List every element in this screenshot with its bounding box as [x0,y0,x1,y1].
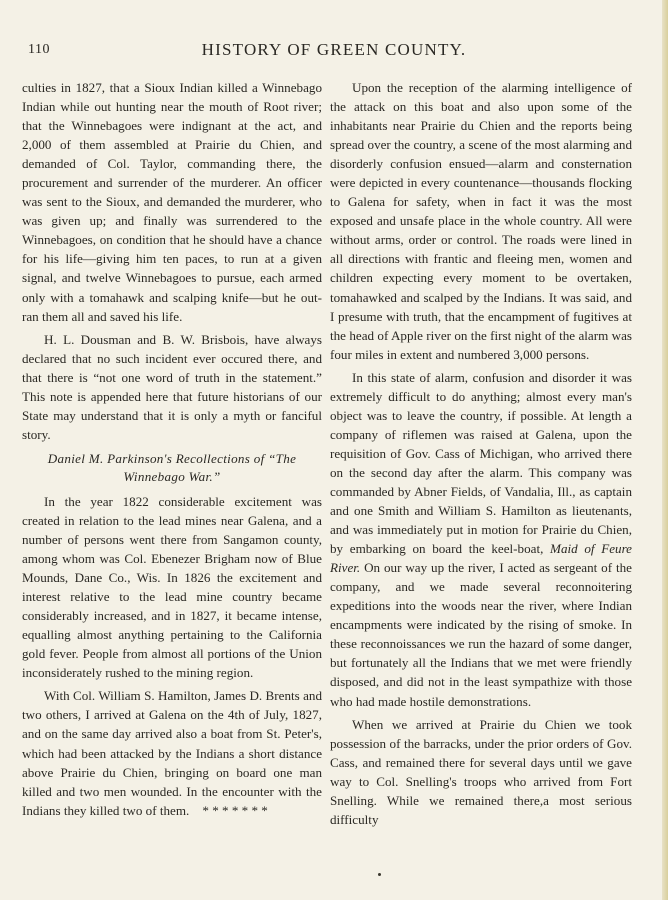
left-paragraph-4 [22,686,322,819]
right-column [330,78,632,829]
page-header [22,40,646,62]
left-paragraph-4-text: With Col. William S. Hamilton, James D. Brents and two others, I arrived at Galena on the 4th of July, 1827, and on the same day arrived also a boat from St. Peter's, which had been attacked by the Indians a short distance above Prairie du Chien, bringing on board one man killed and two men wounded. In the encounter with the Indians they killed two of them. [22,688,322,818]
page-number: 110 [28,42,50,57]
left-paragraph-2: H. L. Dousman and B. W. Brisbois, have always declared that no such incident ever occured there, and that there is “not one word of truth in the statement.” This note is appended here that future historians of our State may understand that it is only a myth or fanciful story. [22,331,322,442]
running-title: HISTORY OF GREEN COUNTY. [201,40,467,59]
ship-name: Maid of Feure River. [330,541,632,576]
right-paragraph-2-text-a: In this state of alarm, confusion and disorder it was extremely difficult to do anything; almost every man's object was to leave the country, if possible. At length a company of riflemen was raised at Galena, upon the requisition of Gov. Cass of Michigan, who arrived there on the second day after the alarm. This company was commanded by Abner Fields, of Vandalia, Ill., as captain and one Smith and William S. Hamilton as lieutenants, and was immediately put in motion for Prairie du Chien, by embarking on board the keel-boat, [330,369,632,557]
ink-dot [378,873,381,876]
page-edge [662,0,668,900]
right-paragraph-3: When we arrived at Prairie du Chien we took possession of the barracks, under the prior orders of Gov. Cass, and remained there for several days until we gave way to Col. Snelling's troops who arrived from Fort Snelling. While we remained there,a most serious difficulty [330,716,632,827]
right-paragraph-1: Upon the reception of the alarming intelligence of the attack on this boat and also upon some of the inhabitants near Prairie du Chien and the reports being spread over the country, a scene of the most alarming and disorderly confusion ensued—alarm and consternation were depicted in every countenance—thousands flocking to Galena for safety, when in fact it was the most exposed and unsafe place in the whole country. All were without arms, order or control. The roads were lined in all directions with frantic and fleeing men, women and children expecting every moment to be overtaken, tomahawked and scalped by the Indians. It was said, and I presume with truth, that the encampment of fugitives at the head of Apple river on the first night of the alarm was four miles in extent and numbered 3,000 persons. [330,80,632,362]
left-paragraph-3: In the year 1822 considerable excitement was created in relation to the lead mines near Galena, and a number of persons went there from Sangamon county, among whom was Col. Ebenezer Brigham now of Blue Mounds, Dane Co., Wis. In 1826 the excitement and interest relative to the lead mine country became considerably increased, and in 1827, it became intense, equalling almost anything pertaining to the California gold fever. People from almost all portions of the Union inconsiderately rushed to the mining region. [22,493,322,681]
right-paragraph-2-text-b: On our way up the river, I acted as sergeant of the company, and we made several reconnoitering expeditions into the woods near the river, where Indian encampments were indicated by the rising of smoke. In these reconnoissances we run the hazard of some danger, but fortunately all the Indians that we met were friendly disposed, and did not in the least sympathize with those who had made hostile demonstrations. [330,560,632,709]
right-paragraph-2 [330,368,632,711]
left-paragraph-1: culties in 1827, that a Sioux Indian killed a Winnebago Indian while out hunting near the mouth of Root river; that the Winnebagoes were indignant at the act, and 2,000 of them assembled at Prairie du Chien, and demanded of Col. Taylor, commanding there, the procurement and surrender of the murderer. An officer was sent to the Sioux, and demanded the murderer, who was given up; and finally was surrendered to the Winnebagoes, on condition that he should have a chance for his life—giving him ten paces, to run at a given signal, and twelve Winnebagoes to pursue, each armed only with a tomahawk and scalping knife—but he out-ran them all and saved his life. [22,80,322,324]
section-heading: Daniel M. Parkinson's Recollections of “The Winnebago War.” [47,450,297,484]
left-column [22,78,322,820]
asterisks-separator: * * * * * * * [202,802,268,818]
